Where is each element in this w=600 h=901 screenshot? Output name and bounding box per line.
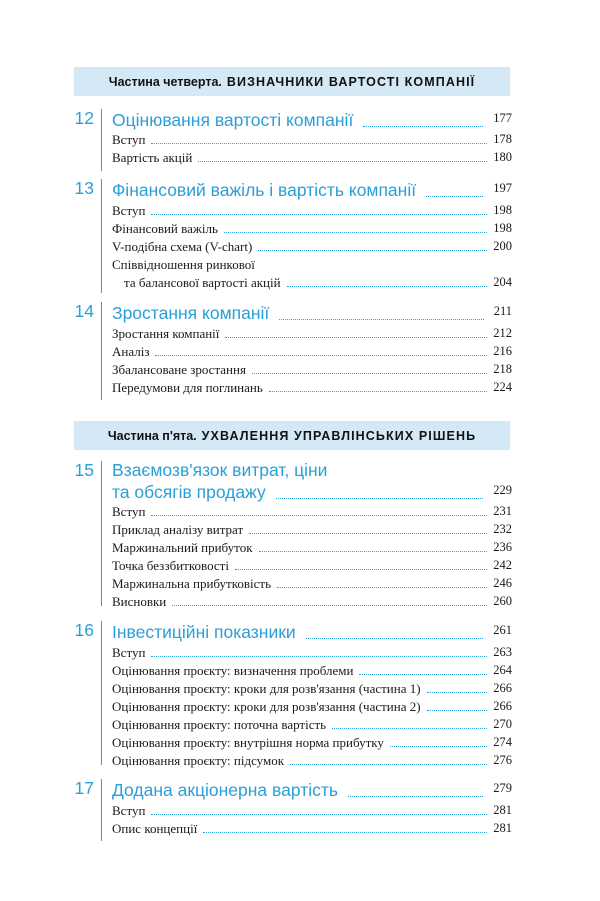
leader-dots <box>151 515 487 516</box>
entry-title: та балансової вартості акцій <box>124 275 281 290</box>
toc-entry[interactable] <box>112 820 512 837</box>
entry-title: Висновки <box>112 594 167 609</box>
entry-title: Аналіз <box>112 344 150 359</box>
entry-title-line1[interactable]: Співвідношення ринкової <box>112 257 255 272</box>
leader-dots <box>427 710 488 711</box>
entry-title: Вступ <box>112 203 146 218</box>
leader-dots <box>259 551 488 552</box>
page-number: 178 <box>493 132 512 146</box>
leader-dots <box>258 250 487 251</box>
part-title: УХВАЛЕННЯ УПРАВЛІНСЬКИХ РІШЕНЬ <box>201 428 477 443</box>
entry-title: Приклад аналізу витрат <box>112 522 244 537</box>
page-number: 281 <box>493 803 512 817</box>
page-number: 177 <box>493 111 512 125</box>
toc-entry[interactable] <box>112 149 512 166</box>
page-number: 266 <box>493 699 512 713</box>
page-number: 242 <box>493 558 512 572</box>
toc-entry[interactable] <box>112 716 512 733</box>
entry-title: Опис концепції <box>112 821 198 836</box>
page-number: 276 <box>493 753 512 767</box>
page-number: 200 <box>493 239 512 253</box>
chapter-title-row[interactable] <box>112 619 512 643</box>
page-number: 260 <box>493 594 512 608</box>
entry-title: Оцінювання проєкту: кроки для розв'язання (частина 1) <box>112 681 421 696</box>
toc-entry[interactable] <box>112 521 512 538</box>
entry-title: Вартість акцій <box>112 150 193 165</box>
chapter-number: 14 <box>74 301 94 321</box>
leader-dots <box>332 728 487 729</box>
leader-dots <box>203 832 487 833</box>
chapter-rule <box>101 621 102 765</box>
chapter-title-row[interactable] <box>112 107 512 131</box>
page-number: 236 <box>493 540 512 554</box>
leader-dots <box>198 161 487 162</box>
chapter-title: Інвестиційні показники <box>112 622 296 642</box>
toc-entry[interactable] <box>112 343 512 360</box>
chapter-rule <box>101 109 102 171</box>
chapter-number: 16 <box>74 620 94 640</box>
part-title: ВИЗНАЧНИКИ ВАРТОСТІ КОМПАНІЇ <box>226 74 476 89</box>
page-number: 281 <box>493 821 512 835</box>
chapter-title-row[interactable] <box>112 177 512 201</box>
entry-title: Зростання компанії <box>112 326 220 341</box>
toc-entry[interactable] <box>112 220 512 237</box>
page-number: 197 <box>493 181 512 195</box>
toc-entry[interactable] <box>112 593 512 610</box>
entry-title: Вступ <box>112 504 146 519</box>
toc-entry[interactable] <box>112 361 512 378</box>
toc-entry[interactable] <box>112 274 512 291</box>
chapter-rule <box>101 461 102 606</box>
page-number: 266 <box>493 681 512 695</box>
part-header <box>74 67 510 96</box>
leader-dots <box>235 569 487 570</box>
entry-title: Передумови для поглинань <box>112 380 263 395</box>
part-header <box>74 421 510 450</box>
page-number: 211 <box>493 304 512 318</box>
leader-dots <box>287 286 488 287</box>
leader-dots <box>151 814 487 815</box>
leader-dots <box>225 337 487 338</box>
leader-dots <box>151 214 487 215</box>
leader-dots <box>249 533 487 534</box>
page-number: 264 <box>493 663 512 677</box>
toc-entry[interactable] <box>112 238 512 255</box>
page-number: 270 <box>493 717 512 731</box>
toc-entry[interactable] <box>112 131 512 148</box>
leader-dots <box>155 355 487 356</box>
page-number: 218 <box>493 362 512 376</box>
part-label: Частина п'ята. <box>107 428 197 443</box>
page-number: 180 <box>493 150 512 164</box>
toc-entry[interactable] <box>112 539 512 556</box>
entry-title: Вступ <box>112 803 146 818</box>
leader-dots <box>363 126 483 127</box>
leader-dots <box>290 764 487 765</box>
chapter-rule <box>101 302 102 400</box>
chapter-title-line2: та обсягів продажу <box>112 482 266 502</box>
entry-title: V-подібна схема (V-chart) <box>112 239 253 254</box>
leader-dots <box>427 692 488 693</box>
entry-title: Оцінювання проєкту: поточна вартість <box>112 717 327 732</box>
entry-title: Фінансовий важіль <box>112 221 218 236</box>
chapter-title: Додана акціонерна вартість <box>112 780 338 800</box>
leader-dots <box>224 232 487 233</box>
entry-title: Точка беззбитковості <box>112 558 229 573</box>
part-label: Частина четверта. <box>108 74 222 89</box>
entry-title: Вступ <box>112 132 146 147</box>
page-number: 246 <box>493 576 512 590</box>
chapter-number: 13 <box>74 178 94 198</box>
chapter-title-row[interactable] <box>112 300 512 324</box>
entry-title: Оцінювання проєкту: визначення проблеми <box>112 663 354 678</box>
page-number: 279 <box>493 781 512 795</box>
toc-entry[interactable] <box>112 802 512 819</box>
leader-dots <box>426 196 483 197</box>
chapter-title-row[interactable] <box>112 479 512 503</box>
toc-entry[interactable] <box>112 734 512 751</box>
entry-title: Оцінювання проєкту: внутрішня норма прибутку <box>112 735 384 750</box>
page-number: 232 <box>493 522 512 536</box>
chapter-number: 12 <box>74 108 94 128</box>
toc-entry[interactable] <box>112 662 512 679</box>
leader-dots <box>151 143 487 144</box>
chapter-title[interactable]: Взаємозв'язок витрат, ціни <box>112 460 328 480</box>
toc-entry[interactable] <box>112 503 512 520</box>
chapter-title: Зростання компанії <box>112 303 270 323</box>
entry-title: Маржинальний прибуток <box>112 540 253 555</box>
chapter-rule <box>101 179 102 293</box>
page-number: 261 <box>493 623 512 637</box>
page-number: 216 <box>493 344 512 358</box>
toc-entry[interactable] <box>112 202 512 219</box>
toc-entry[interactable] <box>112 680 512 697</box>
chapter-rule <box>101 779 102 841</box>
page-number: 231 <box>493 504 512 518</box>
toc-entry[interactable] <box>112 752 512 769</box>
leader-dots <box>279 319 483 320</box>
leader-dots <box>306 638 484 639</box>
page-number: 224 <box>493 380 512 394</box>
leader-dots <box>172 605 487 606</box>
chapter-title: Фінансовий важіль і вартість компанії <box>112 180 417 200</box>
leader-dots <box>348 796 483 797</box>
leader-dots <box>359 674 487 675</box>
toc-entry[interactable] <box>112 698 512 715</box>
toc-entry[interactable] <box>112 325 512 342</box>
page-number: 263 <box>493 645 512 659</box>
entry-title: Оцінювання проєкту: підсумок <box>112 753 285 768</box>
page-number: 204 <box>493 275 512 289</box>
page-number: 198 <box>493 203 512 217</box>
chapter-number: 15 <box>74 460 94 480</box>
page-number: 229 <box>493 483 512 497</box>
leader-dots <box>269 391 487 392</box>
toc-entry[interactable] <box>112 644 512 661</box>
leader-dots <box>252 373 487 374</box>
leader-dots <box>276 498 483 499</box>
page-number: 212 <box>493 326 512 340</box>
page-number: 274 <box>493 735 512 749</box>
entry-title: Вступ <box>112 645 146 660</box>
toc-entry[interactable] <box>112 379 512 396</box>
toc-entry[interactable] <box>112 557 512 574</box>
leader-dots <box>277 587 487 588</box>
chapter-title: Оцінювання вартості компанії <box>112 110 354 130</box>
toc-entry[interactable] <box>112 575 512 592</box>
page-number: 198 <box>493 221 512 235</box>
leader-dots <box>390 746 487 747</box>
entry-title: Оцінювання проєкту: кроки для розв'язання (частина 2) <box>112 699 421 714</box>
entry-title: Маржинальна прибутковість <box>112 576 272 591</box>
leader-dots <box>151 656 487 657</box>
chapter-title-row[interactable] <box>112 777 512 801</box>
chapter-number: 17 <box>74 778 94 798</box>
entry-title: Збалансоване зростання <box>112 362 246 377</box>
